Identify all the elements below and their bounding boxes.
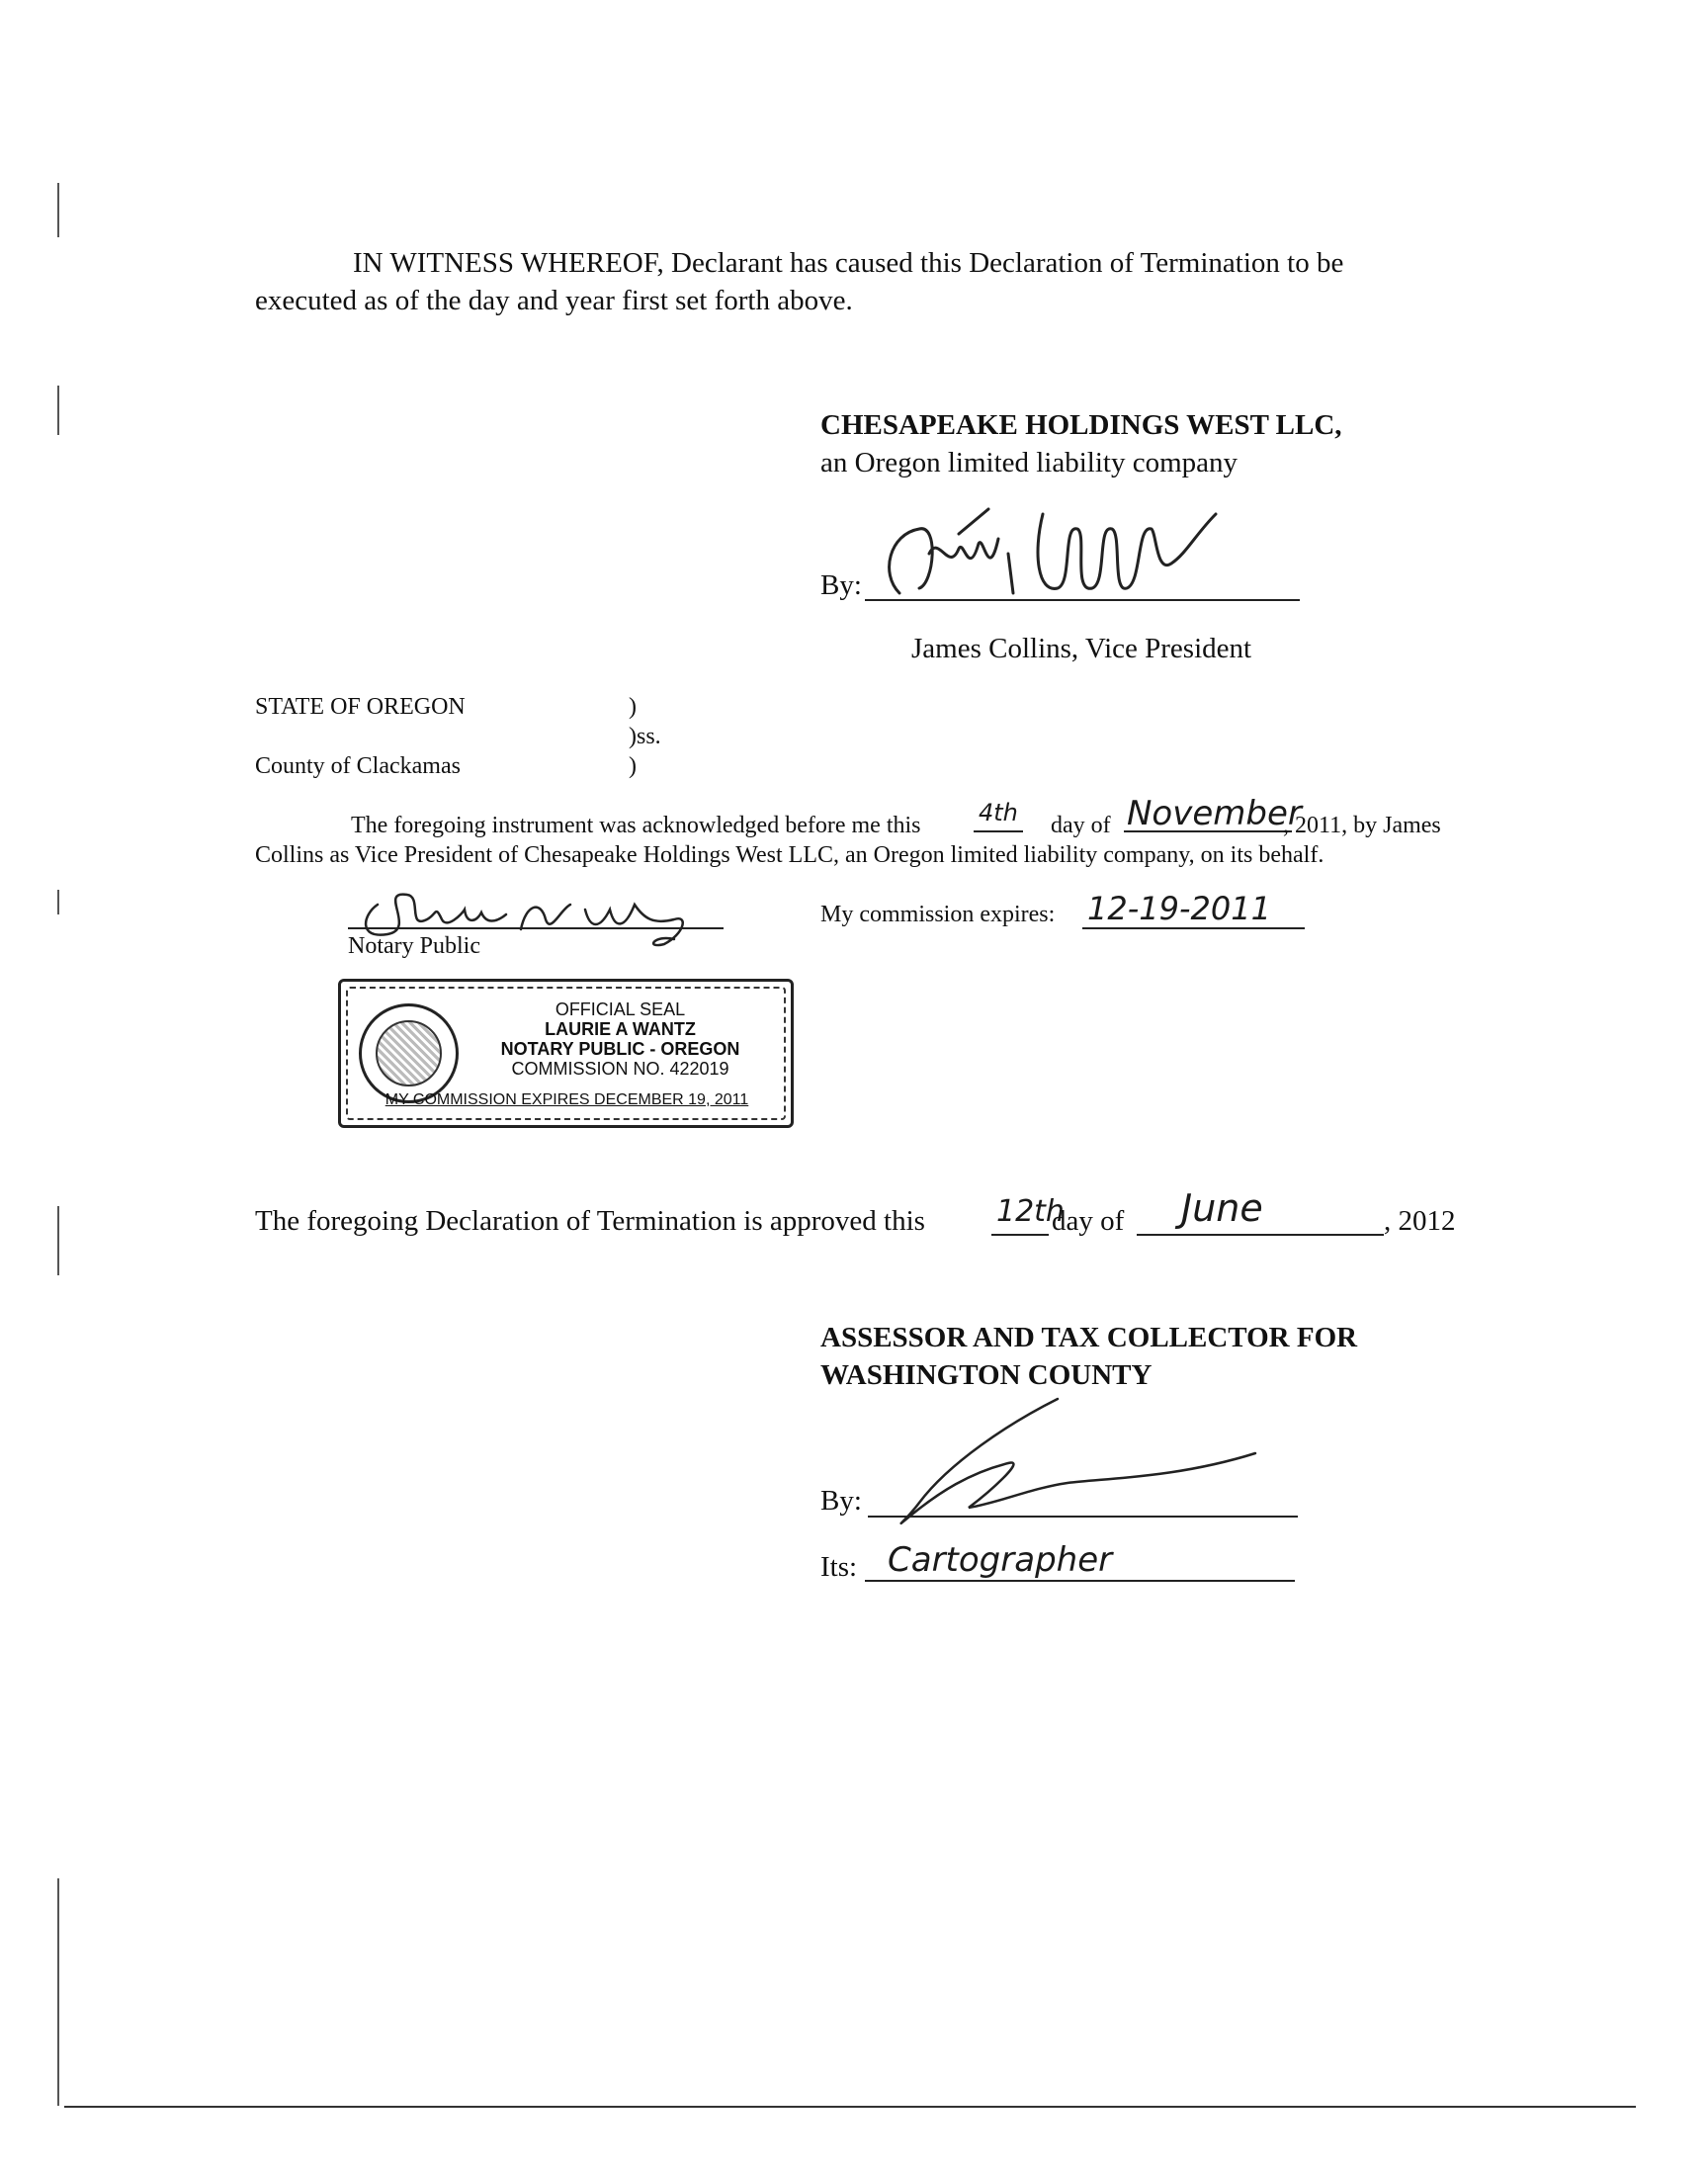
venue-paren-bottom: ) xyxy=(629,753,637,779)
approval-text-part1: The foregoing Declaration of Termination is approved this xyxy=(255,1205,925,1237)
seal-line-1: OFFICIAL SEAL xyxy=(555,999,686,1019)
approval-day-line xyxy=(991,1234,1049,1236)
approval-year: , 2012 xyxy=(1384,1205,1456,1237)
assessor-by-label: By: xyxy=(820,1485,862,1517)
seal-line-4: COMMISSION NO. 422019 xyxy=(511,1059,729,1079)
company-description: an Oregon limited liability company xyxy=(820,447,1238,478)
venue-county: County of Clackamas xyxy=(255,753,461,779)
collins-signature xyxy=(860,494,1275,613)
commission-label: My commission expires: xyxy=(820,902,1056,927)
venue-ss: )ss. xyxy=(629,724,661,749)
assessor-signature xyxy=(860,1394,1275,1532)
ack-text-part2: day of xyxy=(1051,813,1111,838)
oregon-seal-emblem xyxy=(359,1003,459,1103)
witness-line-1: IN WITNESS WHEREOF, Declarant has caused this Declaration of Termination to be xyxy=(353,247,1344,279)
ack-day-handwritten: 4th xyxy=(979,799,1018,826)
official-seal-stamp xyxy=(338,979,794,1128)
ack-text-part1: The foregoing instrument was acknowledged before me this xyxy=(351,813,921,838)
ack-month-handwritten: November xyxy=(1127,794,1302,833)
ack-day-line xyxy=(974,830,1023,832)
scan-artifact xyxy=(57,183,59,237)
assessor-title-line-2: WASHINGTON COUNTY xyxy=(820,1359,1153,1391)
scan-bottom-line xyxy=(64,2106,1636,2108)
scan-artifact xyxy=(57,1878,59,2106)
by-label: By: xyxy=(820,569,862,601)
approval-month-handwritten: June xyxy=(1181,1186,1263,1230)
venue-state: STATE OF OREGON xyxy=(255,694,466,720)
assessor-signature-line xyxy=(868,1516,1298,1518)
approval-text-part2: day of xyxy=(1052,1205,1125,1237)
notary-title: Notary Public xyxy=(348,933,480,959)
commission-date-line xyxy=(1082,927,1305,929)
approval-day-handwritten: 12th xyxy=(996,1194,1065,1229)
seal-line-2: LAURIE A WANTZ xyxy=(545,1019,696,1039)
ack-month-line xyxy=(1124,830,1292,832)
assessor-title-line-1: ASSESSOR AND TAX COLLECTOR FOR xyxy=(820,1322,1358,1353)
seal-line-3: NOTARY PUBLIC - OREGON xyxy=(500,1039,740,1059)
company-name: CHESAPEAKE HOLDINGS WEST LLC, xyxy=(820,409,1342,441)
witness-line-2: executed as of the day and year first set forth above. xyxy=(255,285,853,316)
notary-signature-line xyxy=(348,927,724,929)
assessor-its-label: Its: xyxy=(820,1551,858,1583)
ack-text-part3: , 2011, by James xyxy=(1283,813,1441,838)
venue-paren-top: ) xyxy=(629,694,637,720)
commission-date-handwritten: 12-19-2011 xyxy=(1087,890,1271,927)
assessor-its-handwritten: Cartographer xyxy=(888,1540,1113,1580)
assessor-its-line xyxy=(865,1580,1295,1582)
signer-name: James Collins, Vice President xyxy=(911,633,1252,664)
scan-artifact xyxy=(57,890,59,914)
scan-artifact xyxy=(57,386,59,435)
ack-text-line2: Collins as Vice President of Chesapeake Holdings West LLC, an Oregon limited liability company, on its behalf. xyxy=(255,842,1324,868)
scan-artifact xyxy=(57,1206,59,1275)
seal-line-5: MY COMMISSION EXPIRES DECEMBER 19, 2011 xyxy=(384,1091,749,1108)
approval-month-line xyxy=(1137,1234,1384,1236)
